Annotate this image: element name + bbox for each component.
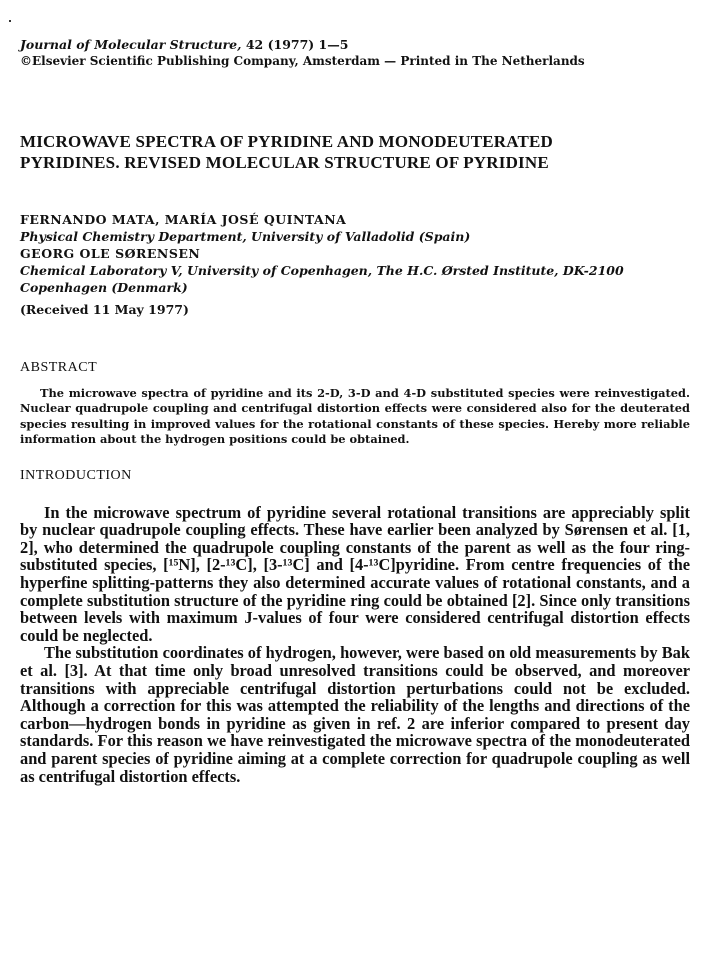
journal-reference: 42 (1977) 1—5 [241,37,349,52]
author-block [20,211,690,318]
abstract-text: The microwave spectra of pyridine and its 2-D, 3-D and 4-D substituted species were reinvestigated. Nuclear quadrupole coupling and centrifugal distortion effects were considered also for the deuterated species resulting in improved values for the rotational constants of these species. Hereby more reliable information about the hydrogen positions could be obtained. [20,386,690,447]
paper-page [20,36,690,785]
received-date: (Received 11 May 1977) [20,302,189,317]
author-names-2: GEORG OLE SØRENSEN [20,246,201,261]
affiliation-2-line-2: Copenhagen (Denmark) [20,280,188,295]
paper-title-line-1: MICROWAVE SPECTRA OF PYRIDINE AND MONODEUTERATED [20,132,554,151]
introduction-heading: INTRODUCTION [20,467,132,483]
introduction-paragraph-1: In the microwave spectrum of pyridine several rotational transitions are appreciably split by nuclear quadrupole coupling effects. These have earlier been analyzed by Sørensen et al. [1, 2], who determined the quadrupole coupling constants of the parent as well as the four ring-substituted species, [¹⁵N], [2-¹³C], [3-¹³C] and [4-¹³C]pyridine. From centre frequencies of the hyperfine splitting-patterns they also determined accurate values of rotational constants, and a complete substitution structure of the pyridine ring could be obtained [2]. Since only transitions between levels with maximum J-values of four were considered centrifugal distortion effects could be neglected. [20,502,690,645]
publisher-line: ©Elsevier Scientific Publishing Company, Amsterdam — Printed in The Netherlands [20,54,585,68]
scan-speck [9,20,11,22]
paper-title [20,131,690,173]
journal-citation [20,36,690,53]
affiliation-1: Physical Chemistry Department, University of Valladolid (Spain) [20,229,471,244]
author-names-1: FERNANDO MATA, MARÍA JOSÉ QUINTANA [20,212,347,227]
affiliation-2-line-1: Chemical Laboratory V, University of Copenhagen, The H.C. Ørsted Institute, DK-2100 [20,263,624,278]
abstract-heading: ABSTRACT [20,360,98,375]
introduction-paragraph-2: The substitution coordinates of hydrogen, however, were based on old measurements by Bak et al. [3]. At that time only broad unresolved transitions could be observed, and moreover transitions with appreciable centrifugal distortion perturbations could not be excluded. Although a correction for this was attempted the reliability of the lengths and directions of the carbon—hydrogen bonds in pyridine as given in ref. 2 are inferior compared to present day standards. For this reason we have reinvestigated the microwave spectra of the monodeuterated and parent species of pyridine aiming at a complete correction for quadrupole coupling as well as centrifugal distortion effects. [20,643,690,786]
paper-title-line-2: PYRIDINES. REVISED MOLECULAR STRUCTURE OF PYRIDINE [20,153,549,172]
journal-name: Journal of Molecular Structure, [20,37,242,52]
